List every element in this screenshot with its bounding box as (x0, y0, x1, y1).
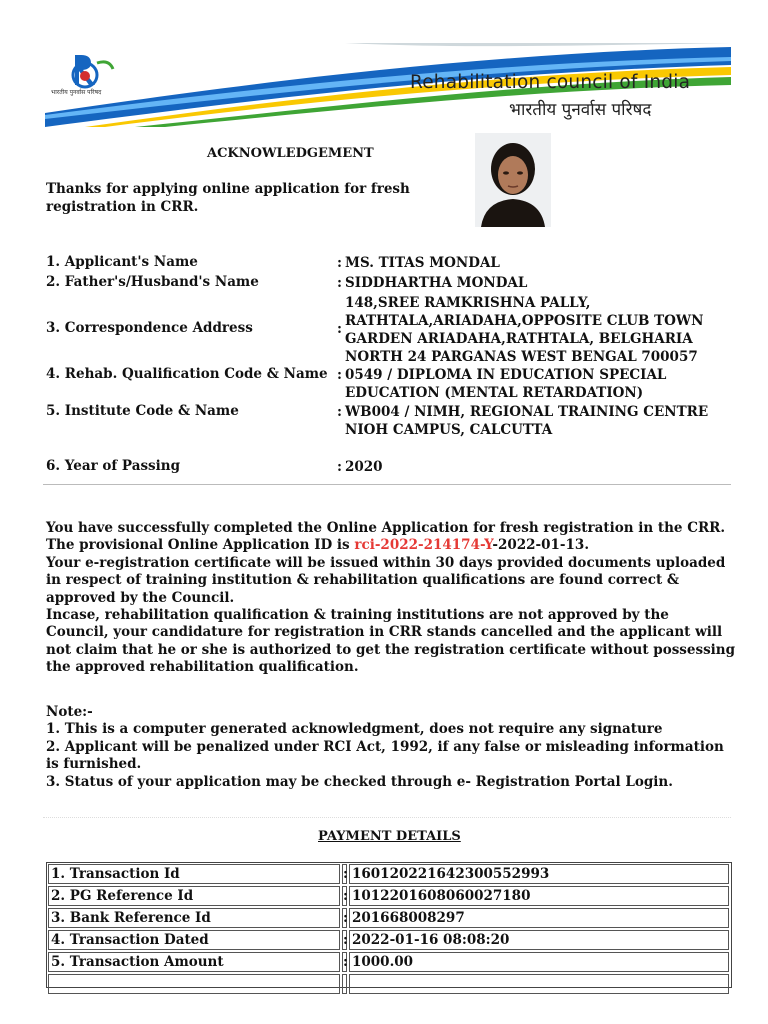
table-row (47, 907, 731, 929)
table-cell-value (349, 974, 729, 994)
detail-value-qualification: : 0549 / DIPLOMA IN EDUCATION SPECIAL EDUCATION (MENTAL RETARDATION) (337, 367, 667, 401)
table-row (47, 951, 731, 973)
applicant-photo (475, 133, 551, 227)
detail-label-year: 6. Year of Passing (46, 458, 181, 474)
table-cell-value: 2022-01-16 08:08:20 (349, 930, 729, 950)
table-cell-value: 201668008297 (349, 908, 729, 928)
detail-value-address: : 148,SREE RAMKRISHNA PALLY, RATHTALA,ARIADAHA,OPPOSITE CLUB TOWN GARDEN ARIADAHA,RATHTALA, BELGHARIA NORTH 24 PARGANAS WEST BENGAL 700057 (337, 295, 704, 365)
table-cell-colon: : (343, 932, 348, 948)
confirmation-message: You have successfully completed the Online Application for fresh registration in the CRR. The provisional Online Application ID is rci-2022-214174-Y-2022-01-13. Your e-registration certificate will be issued within 30 days provided documents uploaded in respect of training institution & rehabilitation qualifications are found correct & approved by the Council. Incase, rehabilitation qualification & training institutions are not approved by the Council, your candidature for registration in CRR stands cancelled and the applicant will not claim that he or she is authorized to get the registration certificate without possessing the approved rehabilitation qualification. (46, 520, 736, 676)
table-row (47, 863, 731, 885)
thanks-text: Thanks for applying online application for fresh registration in CRR. (46, 181, 410, 215)
table-cell-value: 160120221642300552993 (349, 864, 729, 884)
payment-details-title: PAYMENT DETAILS (318, 829, 461, 844)
table-cell-label: 5. Transaction Amount (48, 952, 340, 972)
payment-table (46, 862, 732, 988)
detail-label-name: 1. Applicant's Name (46, 254, 198, 270)
divider (43, 817, 731, 818)
table-cell-label: 3. Bank Reference Id (48, 908, 340, 928)
table-cell-colon (342, 974, 347, 994)
application-id: rci-2022-214174-Y (354, 537, 493, 554)
logo-caption: भारतीय पुनर्वास परिषद (51, 89, 102, 96)
detail-value-father: : SIDDHARTHA MONDAL (337, 275, 528, 291)
detail-label-father: 2. Father's/Husband's Name (46, 274, 259, 290)
org-name-english: Rehabilitation council of India (410, 72, 691, 93)
table-row (47, 929, 731, 951)
notes-title: Note:- (46, 704, 93, 720)
table-cell-colon: : (343, 866, 348, 882)
header-banner (45, 43, 731, 127)
table-cell-label (48, 974, 340, 994)
table-cell-colon: : (343, 910, 348, 926)
detail-label-institute: 5. Institute Code & Name (46, 403, 239, 419)
org-name-hindi: भारतीय पुनर्वास परिषद (509, 100, 652, 120)
table-row (47, 885, 731, 907)
detail-value-name: : MS. TITAS MONDAL (337, 255, 500, 271)
divider (43, 484, 731, 485)
detail-value-year: : 2020 (337, 459, 383, 475)
table-cell-value: 1000.00 (349, 952, 729, 972)
table-cell-value: 1012201608060027180 (349, 886, 729, 906)
acknowledgement-title: ACKNOWLEDGEMENT (207, 146, 374, 161)
detail-label-address: 3. Correspondence Address (46, 320, 253, 336)
note-item: 2. Applicant will be penalized under RCI Act, 1992, if any false or misleading information is furnished. (46, 738, 724, 773)
note-item: 3. Status of your application may be checked through e- Registration Portal Login. (46, 773, 673, 790)
table-cell-colon: : (343, 888, 348, 904)
table-cell-label: 2. PG Reference Id (48, 886, 340, 906)
notes-section (46, 704, 736, 791)
table-cell-label: 4. Transaction Dated (48, 930, 340, 950)
table-row (47, 973, 731, 995)
table-cell-colon: : (343, 954, 348, 970)
note-item: 1. This is a computer generated acknowledgment, does not require any signature (46, 721, 663, 738)
rci-logo-icon (51, 49, 125, 107)
detail-value-institute: : WB004 / NIMH, REGIONAL TRAINING CENTRE NIOH CAMPUS, CALCUTTA (337, 404, 709, 438)
table-cell-label: 1. Transaction Id (48, 864, 340, 884)
detail-label-qualification: 4. Rehab. Qualification Code & Name (46, 366, 328, 382)
